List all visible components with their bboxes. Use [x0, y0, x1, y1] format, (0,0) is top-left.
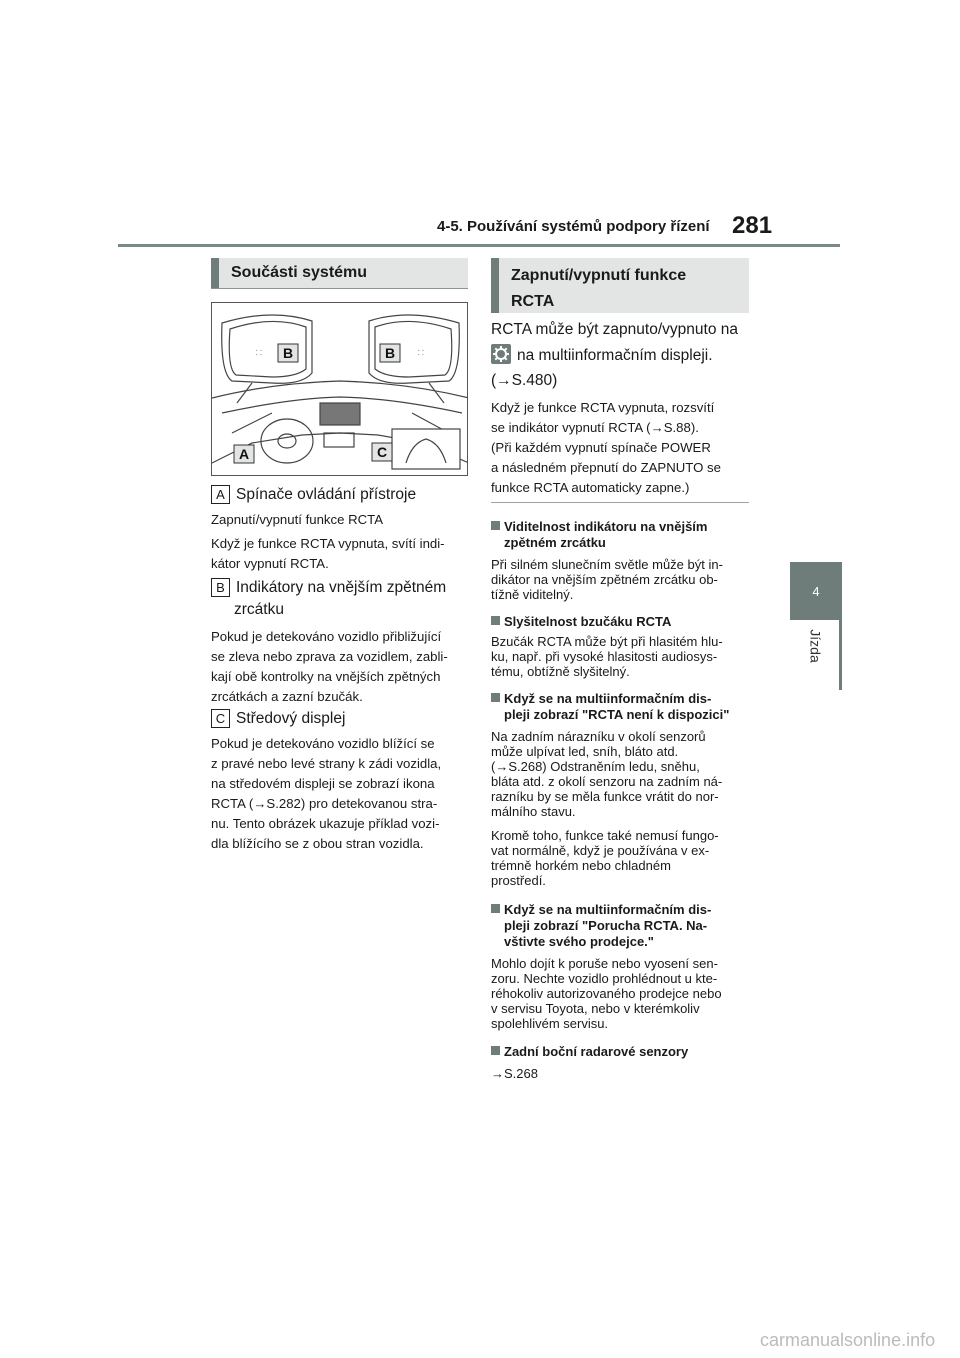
item-c-label: C: [211, 709, 230, 728]
page-number: 281: [732, 212, 773, 239]
section-heading-rcta-toggle: Zapnutí/vypnutí funkce RCTA: [491, 258, 749, 313]
block-not-available-text2: Kromě toho, funkce také nemusí fungo- vat normálně, když je používána v ex- trémně horkém nebo chladném prostředí.: [491, 828, 719, 888]
footer-watermark: carmanualsonline.info: [760, 1330, 936, 1350]
callout-a-text: A: [239, 446, 250, 462]
block-not-available-text: Na zadním nárazníku v okolí senzorů může ulpívat led, sníh, bláto atd. (→S.268) Odstraněním ledu, sněhu, bláta atd. z okolí senzoru na zadním ná- razníku by se měla funkce vrátit do nor- málního stavu.: [491, 729, 723, 819]
block-radar-sensors-ref[interactable]: →S.268: [491, 1066, 538, 1081]
item-a-line2b: kátor vypnutí RCTA.: [211, 556, 329, 571]
dashboard-illustration: [211, 302, 468, 476]
item-c-text: Pokud je detekováno vozidlo blížící se z pravé nebo levé strany k zádi vozidla, na středovém displeji se zobrazí ikona RCTA (→S.282) pro detekovanou stra- nu. Tento obrázek ukazuje příklad vozi- dla blížícího se z obou stran vozidla.: [211, 736, 442, 851]
intro-line2: na multiinformačním displeji.: [491, 344, 713, 367]
item-b-title-row: [211, 577, 446, 599]
block-mirror-visibility-head: Viditelnost indikátoru na vnějším zpětném zrcátku: [491, 519, 751, 551]
section-rule: [211, 288, 468, 289]
item-c-title: Středový displej: [236, 710, 346, 727]
chapter-tab-number: 4: [812, 583, 820, 599]
block-buzzer-text: Bzučák RCTA může být při hlasitém hlu- ku, např. při vysoké hlasitosti audiosys- tému, obtížně slyšitelný.: [491, 634, 723, 679]
callout-b-left-text: B: [283, 345, 294, 361]
svg-text:⸬: ⸬: [256, 349, 262, 357]
dashboard-drawing: [212, 303, 468, 476]
item-a-label: A: [211, 485, 230, 504]
block-malfunction-text: Mohlo dojít k poruše nebo vyosení sen- zoru. Nechte vozidlo prohlédnout u kte- réhokoliv autorizovaného prodejce nebo v servisu Toyota, nebo v kterémkoliv spolehlivém servisu.: [491, 956, 722, 1031]
svg-text:⸬: ⸬: [418, 349, 424, 357]
block-radar-sensors-head: Zadní boční radarové senzory: [491, 1044, 688, 1060]
block-buzzer-head: Slyšitelnost bzučáku RCTA: [491, 614, 671, 630]
item-a-title: Spínače ovládání přístroje: [236, 486, 417, 503]
item-a-line2a: Když je funkce RCTA vypnuta, svítí indi-: [211, 536, 445, 551]
block-mirror-visibility-text: Při silném slunečním světle může být in- dikátor na vnějším zpětném zrcátku ob- tížně viditelný.: [491, 557, 723, 602]
block-malfunction-head: Když se na multiinformačním dis- pleji zobrazí "Porucha RCTA. Na- vštivte svého prodejce.": [491, 902, 711, 950]
rcta-off-note: Když je funkce RCTA vypnuta, rozsvítí se indikátor vypnutí RCTA (→S.88). (Při každém vypnutí spínače POWER a následném přepnutí do ZAPNUTO se funkce RCTA automaticky zapne.): [491, 400, 721, 495]
item-b-title1: Indikátory na vnějším zpětném: [236, 579, 447, 596]
settings-gear-icon: [491, 344, 511, 364]
intro-line3: (→S.480): [491, 372, 558, 389]
chapter-header-title: 4-5. Používání systémů podpory řízení: [437, 218, 710, 235]
chapter-tab-bar: [839, 620, 842, 690]
chapter-tab[interactable]: [790, 562, 842, 620]
chapter-tab-label: Jízda: [808, 629, 824, 663]
item-b-label: B: [211, 578, 230, 597]
item-a-title-row: [211, 484, 416, 506]
callout-c-text: C: [377, 444, 388, 460]
callout-b-right-text: B: [385, 345, 396, 361]
item-c-title-row: [211, 708, 345, 730]
item-a-line1: Zapnutí/vypnutí funkce RCTA: [211, 512, 384, 527]
item-b-text: Pokud je detekováno vozidlo přibližující se zleva nebo zprava za vozidlem, zabli- kají obě kontrolky na vnějších zpětných zrcátkách a zazní bzučák.: [211, 629, 448, 704]
separator: [491, 502, 749, 503]
section-heading-components: Součásti systému: [211, 258, 468, 288]
intro-line1: RCTA může být zapnuto/vypnuto na: [491, 321, 738, 338]
item-b-title2: zrcátku: [234, 601, 284, 618]
header-rule: [118, 244, 840, 247]
block-not-available-head: Když se na multiinformačním dis- pleji zobrazí "RCTA není k dispozici": [491, 691, 753, 723]
